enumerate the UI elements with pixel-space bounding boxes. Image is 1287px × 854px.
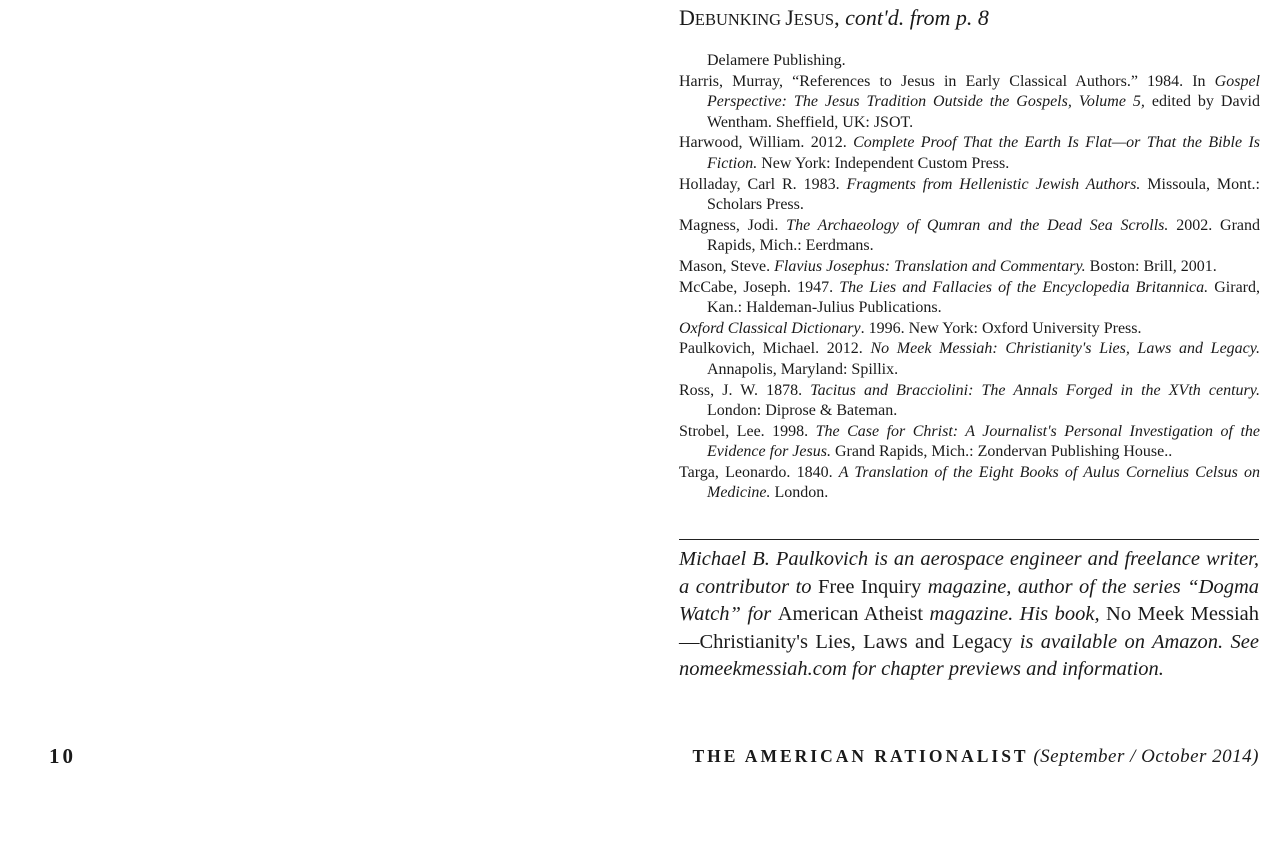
reference-title: Complete Proof That the Earth Is Flat—or That the Bible Is Fiction. xyxy=(707,134,1260,172)
reference-text: . 1996. New York: Oxford University Press. xyxy=(860,319,1142,337)
reference-entry xyxy=(679,175,1260,216)
bio-text: Michael B. Paulkovich is an aerospace engineer and freelance writer, a contributor to xyxy=(679,548,1259,598)
bio-text: magazine, author of the series “Dogma Watch” for xyxy=(679,575,1260,625)
references-list xyxy=(679,51,1260,504)
reference-text: 2002. Grand Rapids, Mich.: Eerdmans. xyxy=(707,216,1260,255)
reference-entry xyxy=(679,257,1260,278)
reference-text: New York: Independent Custom Press. xyxy=(757,154,1010,172)
reference-text: McCabe, Joseph. 1947. xyxy=(679,278,840,296)
reference-title: Fragments from Hellenistic Jewish Authors. xyxy=(846,175,1141,193)
reference-title: Tacitus and Bracciolini: The Annals Forged in the XVth century. xyxy=(810,381,1260,399)
reference-entry xyxy=(679,463,1260,504)
bio-publication-name: American Atheist xyxy=(777,603,924,625)
reference-text: Delamere Publishing. xyxy=(707,52,846,69)
reference-entry xyxy=(679,381,1260,422)
bio-publication-name: No Meek Messiah—Christianity's Lies, Laws and Legacy xyxy=(679,603,1259,653)
reference-text: Magness, Jodi. xyxy=(679,216,787,234)
bio-text: is available on Amazon. See nomeekmessiah.com for chapter previews and information. xyxy=(679,630,1260,680)
reference-text: edited by David Wentham. Sheffield, UK: JSOT. xyxy=(707,93,1260,131)
reference-text: Paulkovich, Michael. 2012. xyxy=(679,340,871,358)
reference-title: Oxford Classical Dictionary xyxy=(679,319,861,337)
heading-comma: , xyxy=(834,5,846,30)
reference-text: London. xyxy=(770,484,829,502)
reference-entry xyxy=(679,216,1260,257)
reference-title: The Lies and Fallacies of the Encyclopedia Britannica. xyxy=(839,278,1209,296)
heading-letter: D xyxy=(679,5,695,30)
reference-entry xyxy=(679,51,1260,72)
reference-entry xyxy=(679,278,1260,319)
heading-smallcaps: ESUS xyxy=(793,10,835,29)
author-bio xyxy=(679,546,1259,684)
reference-text: Ross, J. W. 1878. xyxy=(679,381,811,399)
reference-text: Harwood, William. 2012. xyxy=(679,134,854,152)
reference-title: The Case for Christ: A Journalist's Personal Investigation of the Evidence for Jesus. xyxy=(707,422,1260,461)
reference-text: Harris, Murray, “References to Jesus in Early Classical Authors.” 1984. In xyxy=(679,72,1215,90)
bio-text: magazine. His book, xyxy=(923,603,1107,625)
reference-title: No Meek Messiah: Christianity's Lies, Laws and Legacy. xyxy=(870,340,1260,358)
reference-text: Grand Rapids, Mich.: Zondervan Publishing House.. xyxy=(830,443,1173,461)
heading-letter: J xyxy=(785,5,794,30)
reference-entry xyxy=(679,319,1260,340)
reference-title: The Archaeology of Qumran and the Dead Sea Scrolls. xyxy=(786,216,1169,234)
bio-divider xyxy=(679,539,1259,540)
reference-text: Annapolis, Maryland: Spillix. xyxy=(707,360,899,378)
reference-text: Targa, Leonardo. 1840. xyxy=(679,463,839,481)
reference-entry xyxy=(679,72,1260,134)
reference-text: Mason, Steve. xyxy=(679,257,775,275)
issue-date: (September / October 2014) xyxy=(1033,746,1259,767)
reference-text: Strobel, Lee. 1998. xyxy=(679,422,816,440)
magazine-title: THE AMERICAN RATIONALIST xyxy=(692,746,1029,766)
reference-entry xyxy=(679,133,1260,174)
reference-text: Girard, Kan.: Haldeman-Julius Publications. xyxy=(707,278,1260,317)
reference-title: A Translation of the Eight Books of Aulus Cornelius Celsus on Medicine. xyxy=(707,463,1261,502)
bio-publication-name: Free Inquiry xyxy=(818,575,922,598)
reference-text: Missoula, Mont.: Scholars Press. xyxy=(707,175,1260,214)
reference-text: Holladay, Carl R. 1983. xyxy=(679,175,847,193)
page-number: 10 xyxy=(49,744,76,768)
reference-entry xyxy=(679,339,1260,380)
reference-title: Flavius Josephus: Translation and Commentary. xyxy=(774,257,1086,275)
heading-smallcaps: EBUNKING xyxy=(694,10,786,29)
reference-text: Boston: Brill, 2001. xyxy=(1085,257,1217,275)
reference-title: Gospel Perspective: The Jesus Tradition Outside the Gospels, Volume 5, xyxy=(707,72,1260,111)
reference-text: London: Diprose & Bateman. xyxy=(707,402,898,420)
continuation-note: cont'd. from p. 8 xyxy=(845,5,989,30)
reference-entry xyxy=(679,422,1260,463)
running-footer xyxy=(692,746,1259,768)
continuation-heading xyxy=(679,4,989,34)
